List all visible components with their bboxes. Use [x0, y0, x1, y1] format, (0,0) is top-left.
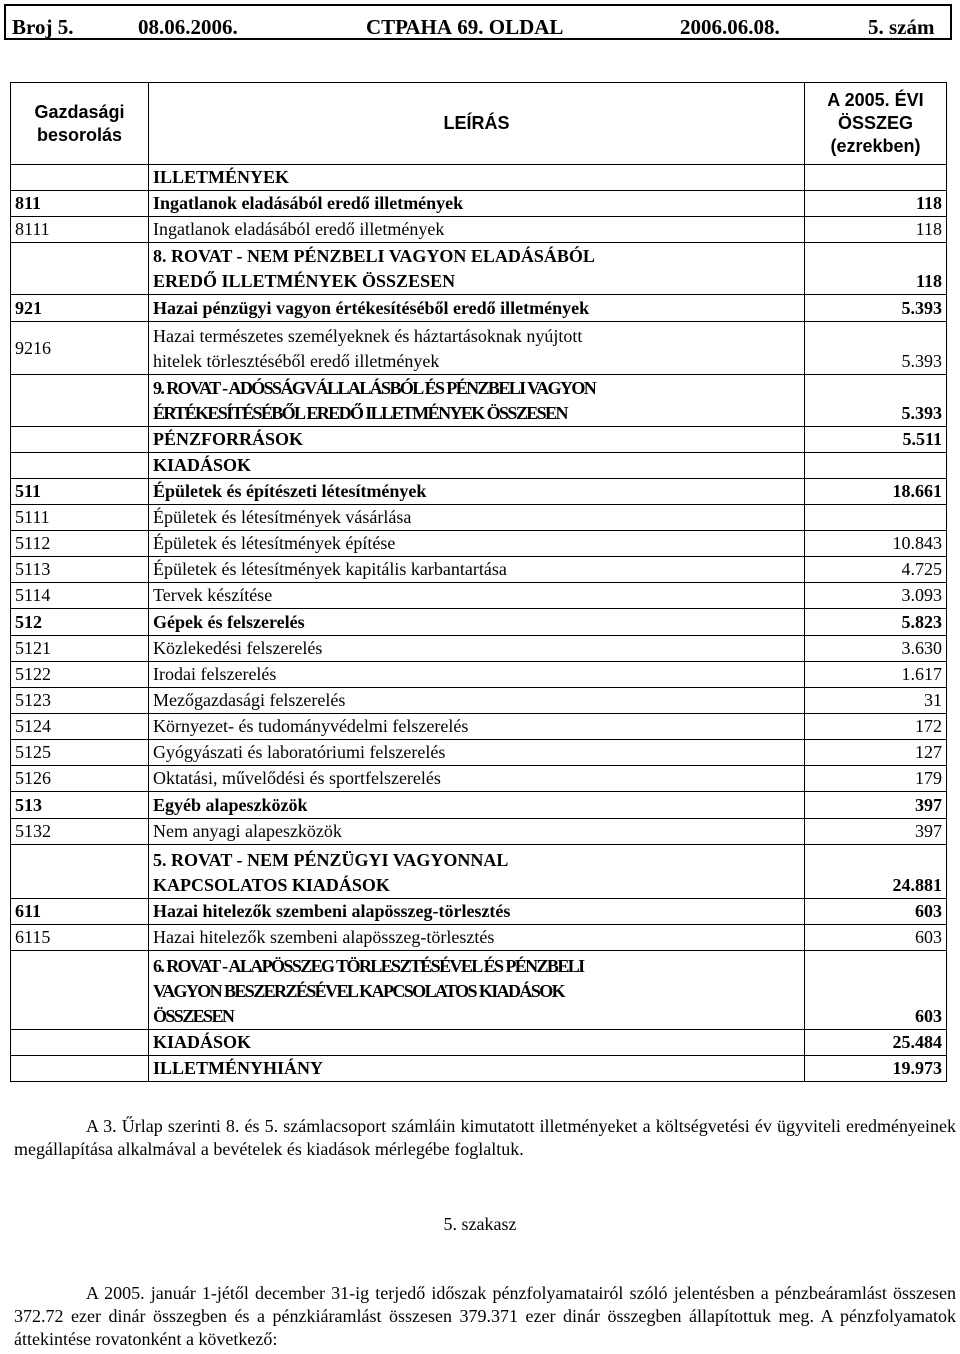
table-row: 921 Hazai pénzügyi vagyon értékesítéséből eredő illetmények 5.393 [11, 295, 947, 322]
budget-table [10, 82, 947, 1082]
table-row: KIADÁSOK [11, 453, 947, 479]
table-row: 6. ROVAT - ALAPÖSSZEG TÖRLESZTÉSÉVEL ÉS PÉNZBELI VAGYON BESZERZÉSÉVEL KAPCSOLATOS KIADÁSOK ÖSSZESEN 603 [11, 951, 947, 1030]
table-row: 8111 Ingatlanok eladásából eredő illetmények 118 [11, 217, 947, 243]
table-row: 9. ROVAT - ADÓSSÁGVÁLLALÁSBÓL ÉS PÉNZBELI VAGYON ÉRTÉKESÍTÉSÉBŐL EREDŐ ILLETMÉNYEK ÖSSZESEN 5.393 [11, 375, 947, 427]
table-row: 5123 Mezőgazdasági felszerelés 31 [11, 688, 947, 714]
table-row: 511 Épületek és építészeti létesítmények 18.661 [11, 479, 947, 505]
date-right: 2006.06.08. [680, 15, 780, 39]
table-row: 5121 Közlekedési felszerelés 3.630 [11, 636, 947, 662]
table-row: 513 Egyéb alapeszközök 397 [11, 792, 947, 819]
table-row: 5124 Környezet- és tudományvédelmi felszerelés 172 [11, 714, 947, 740]
column-header-code: Gazdasági besorolás [11, 83, 149, 165]
table-row: 811 Ingatlanok eladásából eredő illetmények 118 [11, 191, 947, 217]
paragraph-2: A 2005. január 1-jétől december 31-ig terjedő időszak pénzfolyamatairól szóló jelentésben a pénzbeáramlást összesen 372.72 ezer dinár összegben és a pénzkiáramlást összesen 379.371 ezer dinár összegben állapítottuk meg. A pénzfolyamatok áttekintése rovatonként a következő: [14, 1283, 956, 1349]
table-row: 9216 Hazai természetes személyeknek és háztartásoknak nyújtott hitelek törlesztéséből eredő illetmények 5.393 [11, 322, 947, 375]
table-header-row [11, 83, 947, 165]
page-label: СТРАНА 69. OLDAL [366, 15, 564, 39]
table-row: KIADÁSOK 25.484 [11, 1030, 947, 1056]
section-title: 5. szakasz [443, 1214, 517, 1234]
table-row: 611 Hazai hitelezők szembeni alapösszeg-törlesztés 603 [11, 899, 947, 925]
table-row: 5114 Tervek készítése 3.093 [11, 583, 947, 609]
table-row: 5113 Épületek és létesítmények kapitális karbantartása 4.725 [11, 557, 947, 583]
table-row: 5132 Nem anyagi alapeszközök 397 [11, 819, 947, 845]
column-header-desc: LEÍRÁS [149, 83, 805, 165]
table-row: ILLETMÉNYEK [11, 165, 947, 191]
table-row: 5112 Épületek és létesítmények építése 10.843 [11, 531, 947, 557]
table-row: 6115 Hazai hitelezők szembeni alapösszeg-törlesztés 603 [11, 925, 947, 951]
paragraph-1: A 3. Űrlap szerinti 8. és 5. számlacsoport számláin kimutatott illetményeket a költségvetési év ügyviteli eredményeinek megállapítása alkalmával a bevételek és kiadások mérlegébe foglaltuk. [14, 1116, 956, 1159]
table-row: 512 Gépek és felszerelés 5.823 [11, 609, 947, 636]
table-row: ILLETMÉNYHIÁNY 19.973 [11, 1056, 947, 1082]
table-row: 5125 Gyógyászati és laboratóriumi felszerelés 127 [11, 740, 947, 766]
issue-label: Broj 5. [12, 15, 74, 39]
page-header [4, 4, 952, 40]
date-left: 08.06.2006. [138, 15, 238, 39]
column-header-amount: A 2005. ÉVI ÖSSZEG (ezrekben) [805, 83, 947, 165]
number-right: 5. szám [868, 15, 935, 39]
table-row: 5111 Épületek és létesítmények vásárlása [11, 505, 947, 531]
table-row: 5122 Irodai felszerelés 1.617 [11, 662, 947, 688]
table-row: 8. ROVAT - NEM PÉNZBELI VAGYON ELADÁSÁBÓL EREDŐ ILLETMÉNYEK ÖSSZESEN 118 [11, 243, 947, 295]
table-row: 5. ROVAT - NEM PÉNZÜGYI VAGYONNAL KAPCSOLATOS KIADÁSOK 24.881 [11, 845, 947, 899]
table-row: 5126 Oktatási, művelődési és sportfelszerelés 179 [11, 766, 947, 792]
table-row: PÉNZFORRÁSOK 5.511 [11, 427, 947, 453]
